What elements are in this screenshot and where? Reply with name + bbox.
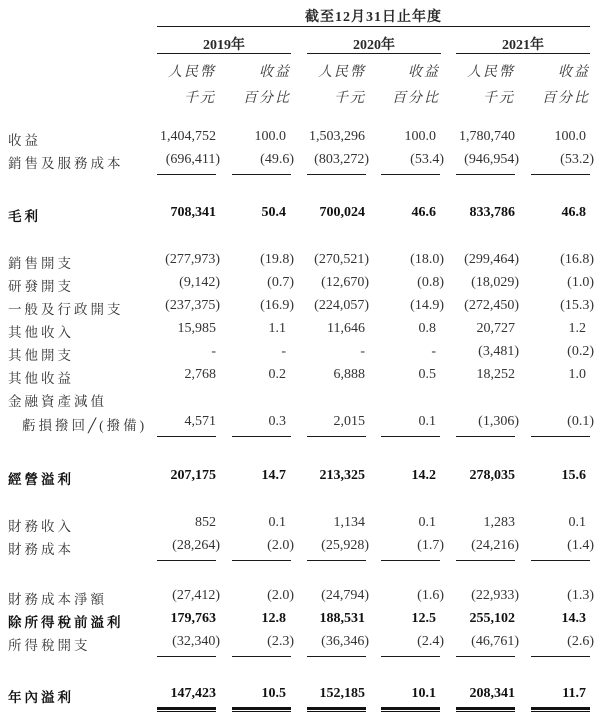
- cell-2021-amount: 18,252: [476, 367, 515, 382]
- cell-2021-pct: 46.8: [561, 205, 586, 220]
- cell-2021-pct: (1.0): [567, 275, 594, 290]
- cell-2019-amount: (696,411): [165, 152, 220, 167]
- total-double-rule: [157, 707, 216, 712]
- unit-pct-2021: 百分比: [542, 91, 590, 106]
- year-2020-rule: [307, 53, 441, 54]
- cell-2020-pct: (1.6): [417, 588, 444, 603]
- unit-revenue-2020: 收益: [408, 65, 440, 80]
- cell-2019-amount: (9,142): [179, 275, 220, 290]
- subtotal-rule: [531, 436, 590, 437]
- cell-2020-amount: 152,185: [319, 686, 365, 701]
- period-title: 截至12月31日止年度: [305, 10, 442, 25]
- cell-2020-pct: -: [431, 344, 436, 359]
- cell-2019-amount: 207,175: [170, 468, 216, 483]
- cell-2021-pct: (0.1): [567, 414, 594, 429]
- row-label: 研發開支: [8, 279, 74, 294]
- cell-2019-amount: (32,340): [172, 634, 220, 649]
- cell-2019-amount: 708,341: [170, 205, 216, 220]
- cell-2020-amount: 188,531: [319, 611, 365, 626]
- cell-2019-pct: (19.8): [260, 252, 294, 267]
- cell-2020-pct: (1.7): [417, 538, 444, 553]
- cell-2019-amount: 4,571: [184, 414, 216, 429]
- year-2021-rule: [456, 53, 590, 54]
- row-label: 其他收益: [8, 371, 74, 386]
- row-label: 除所得稅前溢利: [8, 615, 124, 630]
- subtotal-rule: [307, 174, 366, 175]
- cell-2021-pct: 1.0: [568, 367, 586, 382]
- cell-2021-amount: (946,954): [464, 152, 519, 167]
- cell-2020-amount: 1,134: [333, 515, 365, 530]
- unit-rmb-2019: 人民幣: [168, 65, 216, 80]
- cell-2019-pct: 100.0: [254, 129, 286, 144]
- subtotal-rule: [531, 656, 590, 657]
- subtotal-rule: [157, 656, 216, 657]
- cell-2021-amount: 20,727: [476, 321, 515, 336]
- cell-2021-pct: (15.3): [560, 298, 594, 313]
- cell-2021-amount: (272,450): [464, 298, 519, 313]
- cell-2019-amount: (28,264): [172, 538, 220, 553]
- cell-2021-amount: (24,216): [471, 538, 519, 553]
- cell-2021-pct: (2.6): [567, 634, 594, 649]
- row-label: 所得稅開支: [8, 638, 91, 653]
- cell-2021-pct: 11.7: [562, 686, 586, 701]
- cell-2019-pct: (0.7): [267, 275, 294, 290]
- unit-thousand-2021: 千元: [483, 91, 515, 106]
- cell-2021-pct: 14.3: [561, 611, 586, 626]
- cell-2019-amount: 1,404,752: [160, 129, 216, 144]
- cell-2020-pct: (0.8): [417, 275, 444, 290]
- cell-2020-amount: 11,646: [327, 321, 365, 336]
- subtotal-rule: [531, 560, 590, 561]
- total-double-rule: [232, 707, 291, 712]
- cell-2021-pct: (53.2): [560, 152, 594, 167]
- subtotal-rule: [456, 656, 515, 657]
- subtotal-rule: [381, 174, 440, 175]
- cell-2020-pct: 10.1: [411, 686, 436, 701]
- unit-pct-2019: 百分比: [243, 91, 291, 106]
- cell-2020-pct: 0.5: [418, 367, 436, 382]
- row-label: 銷售及服務成本: [8, 156, 124, 171]
- unit-rmb-2020: 人民幣: [318, 65, 366, 80]
- cell-2020-pct: 12.5: [411, 611, 436, 626]
- cell-2021-pct: (1.3): [567, 588, 594, 603]
- cell-2020-pct: 14.2: [411, 468, 436, 483]
- subtotal-rule: [381, 436, 440, 437]
- total-double-rule: [531, 707, 590, 712]
- cell-2019-pct: 0.3: [268, 414, 286, 429]
- cell-2019-pct: 0.2: [268, 367, 286, 382]
- cell-2019-pct: (2.3): [267, 634, 294, 649]
- total-double-rule: [456, 707, 515, 712]
- cell-2019-amount: 2,768: [184, 367, 216, 382]
- cell-2021-pct: 15.6: [561, 468, 586, 483]
- cell-2021-amount: 1,283: [483, 515, 515, 530]
- cell-2020-pct: 0.1: [418, 515, 436, 530]
- cell-2019-pct: 1.1: [268, 321, 286, 336]
- row-label: 收益: [8, 133, 41, 148]
- unit-rmb-2021: 人民幣: [467, 65, 515, 80]
- subtotal-rule: [381, 656, 440, 657]
- cell-2021-pct: (1.4): [567, 538, 594, 553]
- cell-2019-amount: (277,973): [165, 252, 220, 267]
- cell-2021-pct: 0.1: [568, 515, 586, 530]
- total-double-rule: [381, 707, 440, 712]
- cell-2019-pct: (2.0): [267, 538, 294, 553]
- cell-2020-pct: (14.9): [410, 298, 444, 313]
- unit-pct-2020: 百分比: [392, 91, 440, 106]
- cell-2020-pct: (53.4): [410, 152, 444, 167]
- row-label: 財務成本淨額: [8, 592, 107, 607]
- cell-2020-amount: (24,794): [321, 588, 369, 603]
- cell-2019-pct: 12.8: [261, 611, 286, 626]
- row-label: 財務收入: [8, 519, 74, 534]
- cell-2021-amount: (18,029): [471, 275, 519, 290]
- subtotal-rule: [456, 560, 515, 561]
- cell-2021-pct: (0.2): [567, 344, 594, 359]
- cell-2021-amount: (22,933): [471, 588, 519, 603]
- row-label: 虧損撥回╱(撥備): [22, 418, 148, 433]
- cell-2019-pct: 0.1: [268, 515, 286, 530]
- cell-2020-pct: (2.4): [417, 634, 444, 649]
- subtotal-rule: [381, 560, 440, 561]
- cell-2020-amount: (270,521): [314, 252, 369, 267]
- cell-2020-amount: 1,503,296: [309, 129, 365, 144]
- cell-2020-amount: (224,057): [314, 298, 369, 313]
- subtotal-rule: [232, 174, 291, 175]
- subtotal-rule: [232, 436, 291, 437]
- year-2019-header: 2019年: [203, 38, 245, 53]
- subtotal-rule: [157, 174, 216, 175]
- row-label: 毛利: [8, 209, 41, 224]
- cell-2020-pct: 0.1: [418, 414, 436, 429]
- cell-2021-amount: (46,761): [471, 634, 519, 649]
- cell-2021-amount: 255,102: [469, 611, 515, 626]
- cell-2019-amount: 147,423: [170, 686, 216, 701]
- cell-2021-amount: (1,306): [478, 414, 519, 429]
- subtotal-rule: [307, 560, 366, 561]
- year-2021-header: 2021年: [502, 38, 544, 53]
- cell-2020-amount: 213,325: [319, 468, 365, 483]
- year-2020-header: 2020年: [353, 38, 395, 53]
- cell-2021-amount: 208,341: [469, 686, 515, 701]
- row-label: 經營溢利: [8, 472, 74, 487]
- cell-2019-pct: (16.9): [260, 298, 294, 313]
- subtotal-rule: [456, 174, 515, 175]
- cell-2019-amount: (237,375): [165, 298, 220, 313]
- row-label: 財務成本: [8, 542, 74, 557]
- cell-2020-pct: 100.0: [404, 129, 436, 144]
- unit-thousand-2019: 千元: [184, 91, 216, 106]
- total-double-rule: [307, 707, 366, 712]
- cell-2021-pct: (16.8): [560, 252, 594, 267]
- subtotal-rule: [307, 436, 366, 437]
- unit-revenue-2021: 收益: [558, 65, 590, 80]
- year-2019-rule: [157, 53, 291, 54]
- cell-2021-amount: (3,481): [478, 344, 519, 359]
- cell-2020-amount: (36,346): [321, 634, 369, 649]
- row-label: 其他收入: [8, 325, 74, 340]
- cell-2019-amount: -: [211, 344, 216, 359]
- cell-2020-pct: (18.0): [410, 252, 444, 267]
- cell-2020-pct: 46.6: [411, 205, 436, 220]
- cell-2020-amount: -: [360, 344, 365, 359]
- subtotal-rule: [232, 656, 291, 657]
- cell-2020-amount: (803,272): [314, 152, 369, 167]
- cell-2019-pct: 10.5: [261, 686, 286, 701]
- cell-2020-amount: 6,888: [333, 367, 365, 382]
- row-label: 銷售開支: [8, 256, 74, 271]
- cell-2019-amount: 179,763: [170, 611, 216, 626]
- subtotal-rule: [157, 436, 216, 437]
- cell-2021-amount: 1,780,740: [459, 129, 515, 144]
- row-label: 金融資產減值: [8, 394, 107, 409]
- cell-2019-pct: 14.7: [261, 468, 286, 483]
- cell-2019-amount: 15,985: [177, 321, 216, 336]
- subtotal-rule: [456, 436, 515, 437]
- cell-2021-pct: 100.0: [554, 129, 586, 144]
- unit-thousand-2020: 千元: [334, 91, 366, 106]
- cell-2019-pct: (49.6): [260, 152, 294, 167]
- cell-2020-amount: 700,024: [319, 205, 365, 220]
- cell-2021-amount: 278,035: [469, 468, 515, 483]
- cell-2021-amount: 833,786: [469, 205, 515, 220]
- cell-2019-pct: -: [281, 344, 286, 359]
- cell-2021-pct: 1.2: [568, 321, 586, 336]
- row-label: 其他開支: [8, 348, 74, 363]
- cell-2020-amount: (12,670): [321, 275, 369, 290]
- cell-2020-pct: 0.8: [418, 321, 436, 336]
- cell-2019-pct: (2.0): [267, 588, 294, 603]
- subtotal-rule: [531, 174, 590, 175]
- row-label: 一般及行政開支: [8, 302, 124, 317]
- row-label: 年內溢利: [8, 690, 74, 705]
- unit-revenue-2019: 收益: [259, 65, 291, 80]
- subtotal-rule: [307, 656, 366, 657]
- cell-2019-amount: (27,412): [172, 588, 220, 603]
- subtotal-rule: [232, 560, 291, 561]
- cell-2020-amount: (25,928): [321, 538, 369, 553]
- cell-2020-amount: 2,015: [333, 414, 365, 429]
- cell-2021-amount: (299,464): [464, 252, 519, 267]
- subtotal-rule: [157, 560, 216, 561]
- header-rule: [157, 26, 590, 27]
- cell-2019-amount: 852: [195, 515, 216, 530]
- cell-2019-pct: 50.4: [261, 205, 286, 220]
